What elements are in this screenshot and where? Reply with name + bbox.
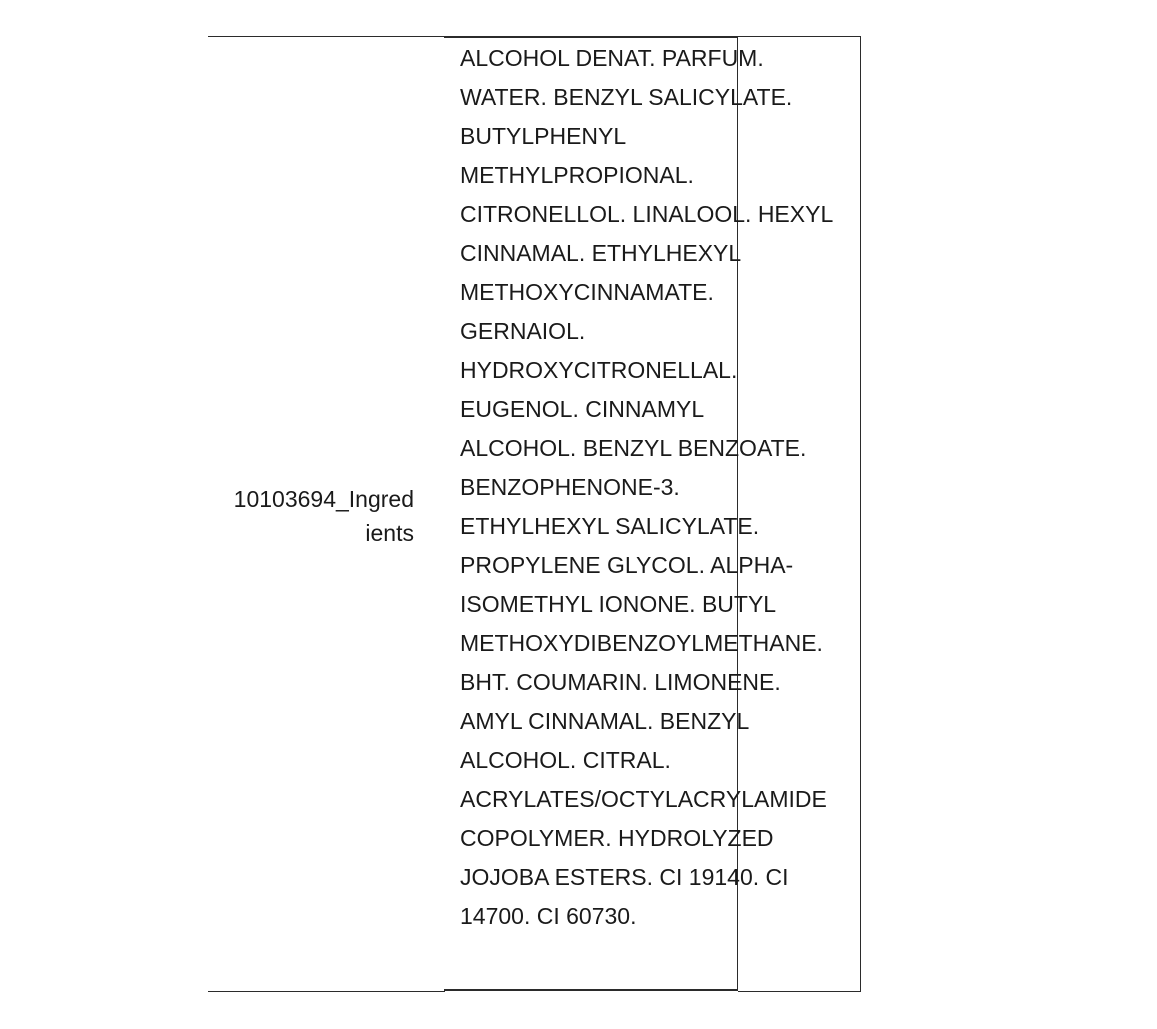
table-top-border-middle xyxy=(444,36,738,38)
ingredients-line: GERNAIOL. xyxy=(460,318,586,344)
ingredients-line: METHOXYDIBENZOYLMETHANE. xyxy=(460,630,823,656)
ingredients-line: JOJOBA ESTERS. CI 19140. CI xyxy=(460,864,789,890)
ingredients-line: ALCOHOL. CITRAL. xyxy=(460,747,671,773)
ingredients-line: METHOXYCINNAMATE. xyxy=(460,279,714,305)
ingredients-line: BENZOPHENONE-3. xyxy=(460,474,680,500)
ingredients-line: BHT. COUMARIN. LIMONENE. xyxy=(460,669,781,695)
ingredients-line: AMYL CINNAMAL. BENZYL xyxy=(460,708,750,734)
row-id-label: 10103694_Ingredients xyxy=(233,486,414,546)
ingredients-line: METHYLPROPIONAL. xyxy=(460,162,694,188)
ingredients-line: ALCOHOL. BENZYL BENZOATE. xyxy=(460,435,807,461)
table-top-border-right xyxy=(738,36,861,37)
ingredients-line: EUGENOL. CINNAMYL xyxy=(460,396,705,422)
ingredients-line: ISOMETHYL IONONE. BUTYL xyxy=(460,591,777,617)
table-right-border xyxy=(860,37,861,992)
table-bottom-border-middle xyxy=(444,989,738,991)
ingredients-line: PROPYLENE GLYCOL. ALPHA- xyxy=(460,552,794,578)
table-bottom-border-right xyxy=(738,991,861,992)
ingredients-line: ALCOHOL DENAT. PARFUM. xyxy=(460,45,764,71)
ingredients-line: 14700. CI 60730. xyxy=(460,903,637,929)
ingredients-line: CITRONELLOL. LINALOOL. HEXYL xyxy=(460,201,834,227)
ingredients-line: BUTYLPHENYL xyxy=(460,123,627,149)
ingredients-line: ETHYLHEXYL SALICYLATE. xyxy=(460,513,760,539)
ingredients-line: HYDROXYCITRONELLAL. xyxy=(460,357,738,383)
table-bottom-border-left xyxy=(208,991,445,992)
ingredients-line: CINNAMAL. ETHYLHEXYL xyxy=(460,240,742,266)
ingredients-line: COPOLYMER. HYDROLYZED xyxy=(460,825,774,851)
ingredients-text xyxy=(460,39,834,936)
ingredients-line: ACRYLATES/OCTYLACRYLAMIDE xyxy=(460,786,827,812)
ingredients-line: WATER. BENZYL SALICYLATE. xyxy=(460,84,793,110)
table-top-border-left xyxy=(208,36,445,37)
